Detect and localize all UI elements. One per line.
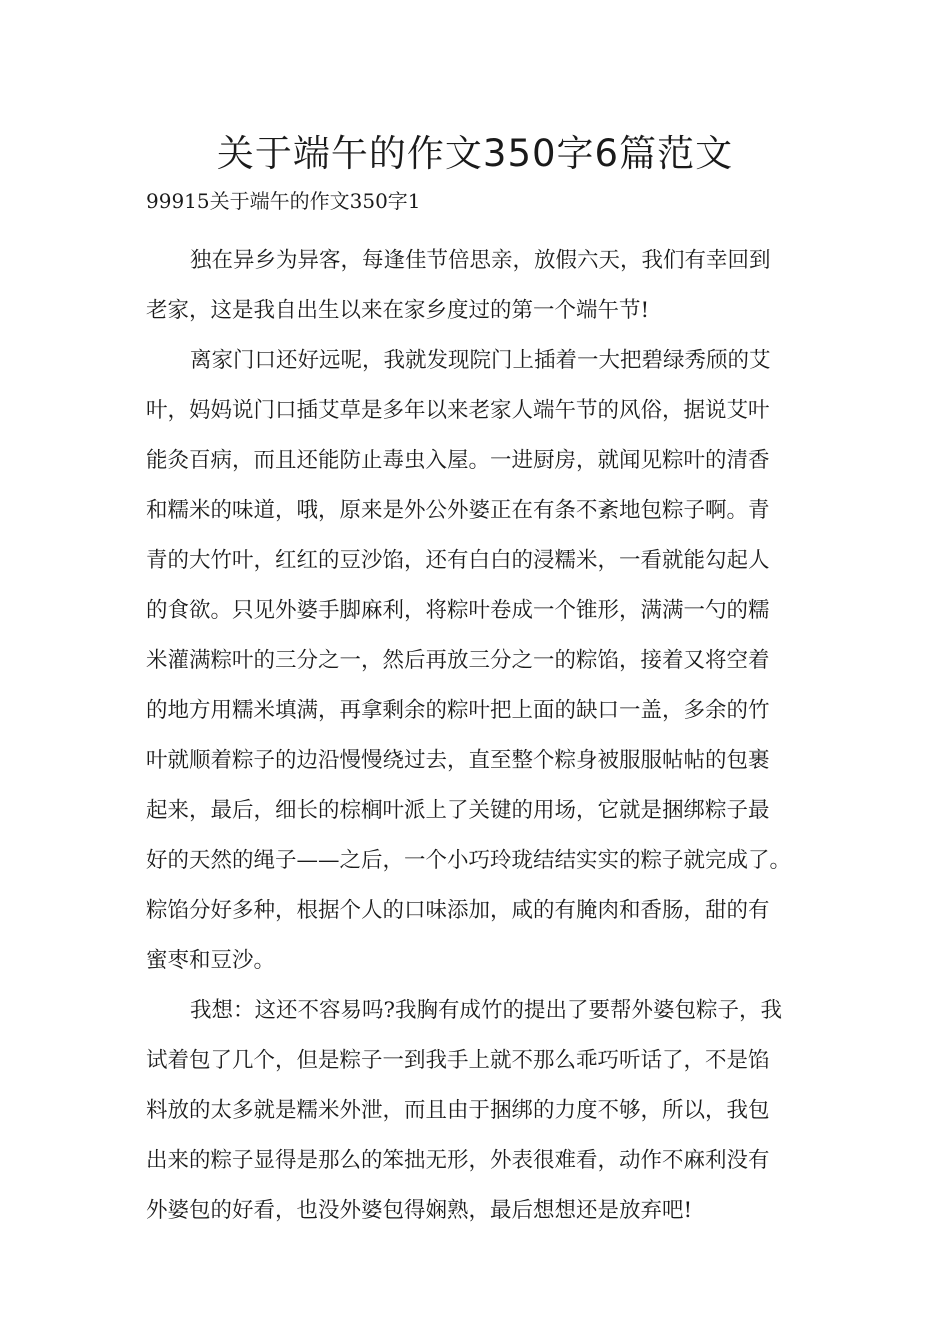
text-line: 粽馅分好多种，根据个人的口味添加，咸的有腌肉和香肠，甜的有 [146,898,770,923]
text-line: 叶就顺着粽子的边沿慢慢绕过去，直至整个粽身被服服帖帖的包裹 [146,748,770,773]
text-line: 独在异乡为异客，每逢佳节倍思亲，放假六天，我们有幸回到 [190,248,771,273]
paragraph [146,986,826,1236]
text-line: 出来的粽子显得是那么的笨拙无形，外表很难看，动作不麻利没有 [146,1148,770,1173]
text-line: 离家门口还好远呢，我就发现院门上插着一大把碧绿秀颀的艾 [190,348,771,373]
text-line: 起来，最后，细长的棕榈叶派上了关键的用场，它就是捆绑粽子最 [146,798,770,823]
text-line: 蜜枣和豆沙。 [146,948,276,973]
text-line: 的地方用糯米填满，再拿剩余的粽叶把上面的缺口一盖，多余的竹 [146,698,770,723]
document-title: 关于端午的作文350字6篇范文 [216,132,734,175]
paragraph [146,336,826,986]
text-line: 青的大竹叶，红红的豆沙馅，还有白白的浸糯米，一看就能勾起人 [146,548,770,573]
paragraph [146,236,826,336]
text-line: 能灸百病，而且还能防止毒虫入屋。一进厨房，就闻见粽叶的清香 [146,448,770,473]
essay-subheading: 99915关于端午的作文350字1 [146,189,421,213]
text-line: 我想：这还不容易吗?我胸有成竹的提出了要帮外婆包粽子，我 [190,998,783,1023]
text-line: 料放的太多就是糯米外泄，而且由于捆绑的力度不够，所以，我包 [146,1098,770,1123]
text-line: 和糯米的味道，哦，原来是外公外婆正在有条不紊地包粽子啊。青 [146,498,770,523]
text-line: 老家，这是我自出生以来在家乡度过的第一个端午节! [146,298,650,323]
text-line: 好的天然的绳子——之后，一个小巧玲珑结结实实的粽子就完成了。 [146,848,792,873]
text-line: 米灌满粽叶的三分之一，然后再放三分之一的粽馅，接着又将空着 [146,648,770,673]
text-line: 的食欲。只见外婆手脚麻利，将粽叶卷成一个锥形，满满一勺的糯 [146,598,770,623]
text-line: 叶，妈妈说门口插艾草是多年以来老家人端午节的风俗，据说艾叶 [146,398,770,423]
text-line: 外婆包的好看，也没外婆包得娴熟，最后想想还是放弃吧! [146,1198,693,1223]
text-line: 试着包了几个，但是粽子一到我手上就不那么乖巧听话了，不是馅 [146,1048,770,1073]
essay-body [146,236,826,1236]
